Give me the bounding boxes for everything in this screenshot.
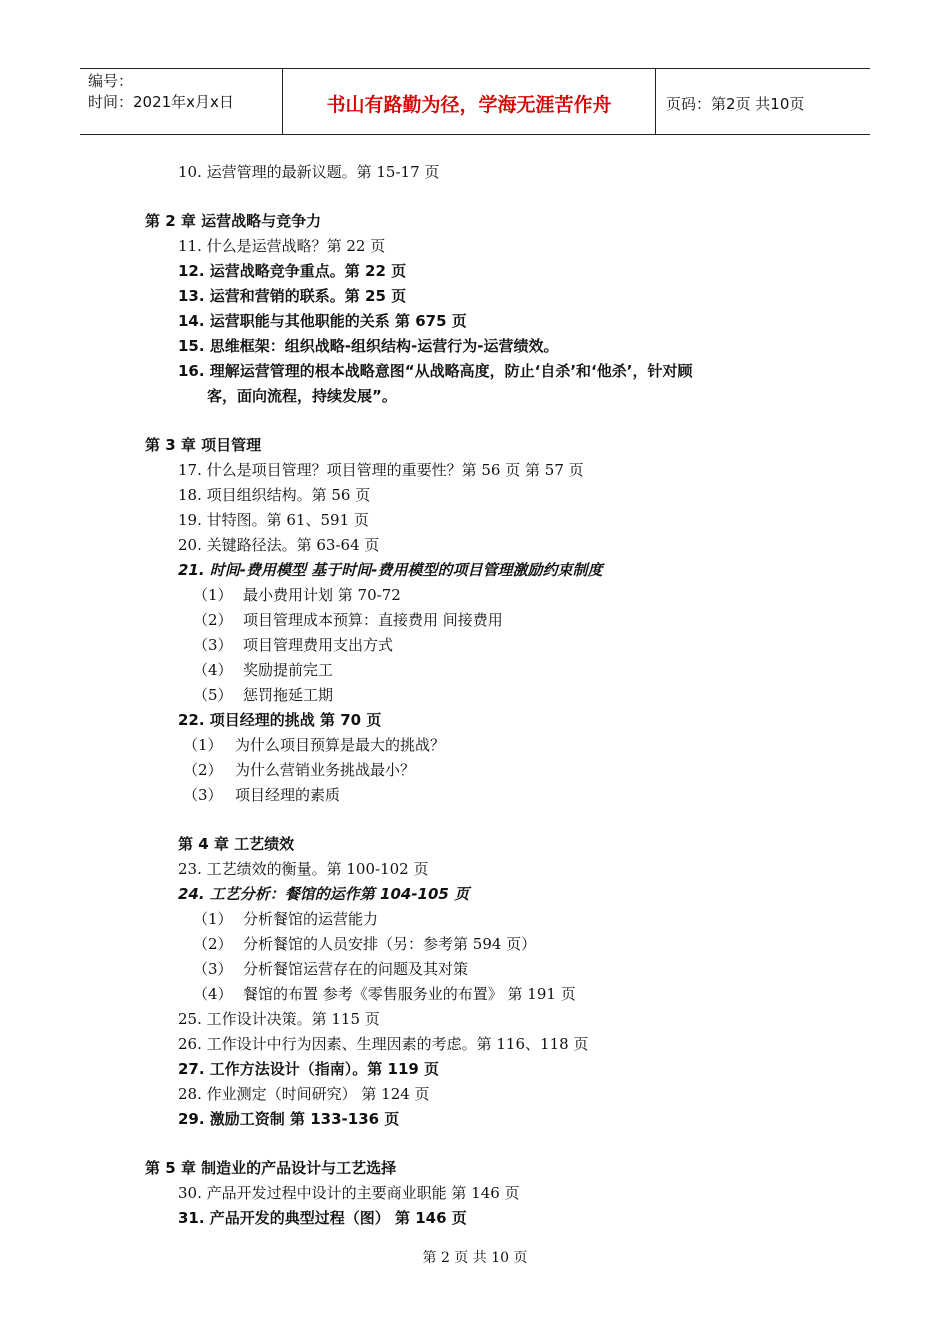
- sub-item: [193, 610, 503, 630]
- outline-item: 30. 产品开发过程中设计的主要商业职能 第 146 页: [178, 1184, 520, 1202]
- outline-item: 13. 运营和营销的联系。第 25 页: [178, 287, 407, 305]
- outline-item: 14. 运营职能与其他职能的关系 第 675 页: [178, 312, 467, 330]
- sub-item: [193, 585, 401, 605]
- sub-item-text: 分析餐馆运营存在的问题及其对策: [243, 960, 469, 978]
- outline-item: 19. 甘特图。第 61、591 页: [178, 511, 369, 529]
- sub-item-number: （3）: [193, 636, 233, 654]
- outline-item: 12. 运营战略竞争重点。第 22 页: [178, 262, 407, 280]
- sub-item: [183, 760, 415, 780]
- outline-item: 22. 项目经理的挑战 第 70 页: [178, 711, 382, 729]
- outline-item: 15. 思维框架：组织战略-组织结构-运营行为-运营绩效。: [178, 337, 559, 355]
- sub-item: [193, 660, 333, 680]
- date-line: 时间：2021年x月x日: [88, 93, 234, 111]
- sub-item: [183, 785, 340, 805]
- sub-item-number: （5）: [193, 686, 233, 704]
- sub-item-text: 惩罚拖延工期: [243, 686, 334, 704]
- sub-item-number: （1）: [193, 910, 233, 928]
- sub-item: [193, 635, 393, 655]
- outline-item: 18. 项目组织结构。第 56 页: [178, 486, 371, 504]
- header-divider: [282, 69, 283, 134]
- sub-item-text: 项目管理费用支出方式: [243, 636, 394, 654]
- header-meta: [88, 71, 283, 113]
- header-divider: [655, 69, 656, 134]
- sub-item-text: 为什么项目预算是最大的挑战？: [235, 736, 446, 754]
- sub-item-text: 分析餐馆的运营能力: [243, 910, 379, 928]
- sub-item-text: 为什么营销业务挑战最小？: [235, 761, 416, 779]
- serial-label: 编号：: [88, 72, 134, 90]
- sub-item-text: 项目经理的素质: [235, 786, 341, 804]
- outline-item: 16. 理解运营管理的根本战略意图“从战略高度，防止‘自杀’和‘他杀’，针对顾: [178, 362, 693, 380]
- sub-item: [193, 984, 576, 1004]
- sub-item: [193, 959, 468, 979]
- outline-item: 17. 什么是项目管理？项目管理的重要性？第 56 页 第 57 页: [178, 461, 584, 479]
- sub-item-text: 奖励提前完工: [243, 661, 334, 679]
- outline-item: 11. 什么是运营战略？第 22 页: [178, 237, 386, 255]
- outline-item: 31. 产品开发的典型过程（图） 第 146 页: [178, 1209, 467, 1227]
- page-header: [80, 68, 870, 135]
- outline-item: 21. 时间-费用模型 基于时间-费用模型的项目管理激励约束制度: [178, 561, 603, 579]
- sub-item-number: （2）: [193, 611, 233, 629]
- chapter-heading: 第 3 章 项目管理: [145, 436, 262, 454]
- sub-item-number: （4）: [193, 661, 233, 679]
- sub-item-number: （3）: [193, 960, 233, 978]
- sub-item: [183, 735, 445, 755]
- sub-item: [193, 934, 536, 954]
- header-motto: 书山有路勤为径，学海无涯苦作舟: [326, 94, 612, 116]
- outline-item: 20. 关键路径法。第 63-64 页: [178, 536, 380, 554]
- sub-item-text: 最小费用计划 第 70-72: [243, 586, 401, 604]
- sub-item-number: （2）: [183, 761, 223, 779]
- sub-item-number: （1）: [183, 736, 223, 754]
- outline-item: 23. 工艺绩效的衡量。第 100-102 页: [178, 860, 429, 878]
- outline-item: 10. 运营管理的最新议题。第 15-17 页: [178, 163, 440, 181]
- sub-item-number: （1）: [193, 586, 233, 604]
- chapter-heading: 第 5 章 制造业的产品设计与工艺选择: [145, 1159, 397, 1177]
- outline-item: 25. 工作设计决策。第 115 页: [178, 1010, 380, 1028]
- sub-item-number: （3）: [183, 786, 223, 804]
- chapter-heading: 第 4 章 工艺绩效: [178, 835, 295, 853]
- header-page-info: 页码：第2页 共10页: [666, 95, 805, 113]
- sub-item-number: （2）: [193, 935, 233, 953]
- sub-item-text: 项目管理成本预算：直接费用 间接费用: [243, 611, 503, 629]
- outline-item: 24. 工艺分析：餐馆的运作第 104-105 页: [178, 885, 470, 903]
- sub-item: [193, 909, 378, 929]
- outline-item: 26. 工作设计中行为因素、生理因素的考虑。第 116、118 页: [178, 1035, 589, 1053]
- sub-item-text: 分析餐馆的人员安排（另：参考第 594 页）: [243, 935, 537, 953]
- sub-item-number: （4）: [193, 985, 233, 1003]
- page-footer: 第 2 页 共 10 页: [422, 1250, 528, 1266]
- outline-item-continued: 客，面向流程，持续发展”。: [207, 387, 397, 405]
- chapter-heading: 第 2 章 运营战略与竞争力: [145, 212, 322, 230]
- sub-item-text: 餐馆的布置 参考《零售服务业的布置》 第 191 页: [243, 985, 576, 1003]
- outline-item: 27. 工作方法设计（指南）。第 119 页: [178, 1060, 440, 1078]
- sub-item: [193, 685, 333, 705]
- outline-item: 29. 激励工资制 第 133-136 页: [178, 1110, 400, 1128]
- outline-item: 28. 作业测定（时间研究） 第 124 页: [178, 1085, 430, 1103]
